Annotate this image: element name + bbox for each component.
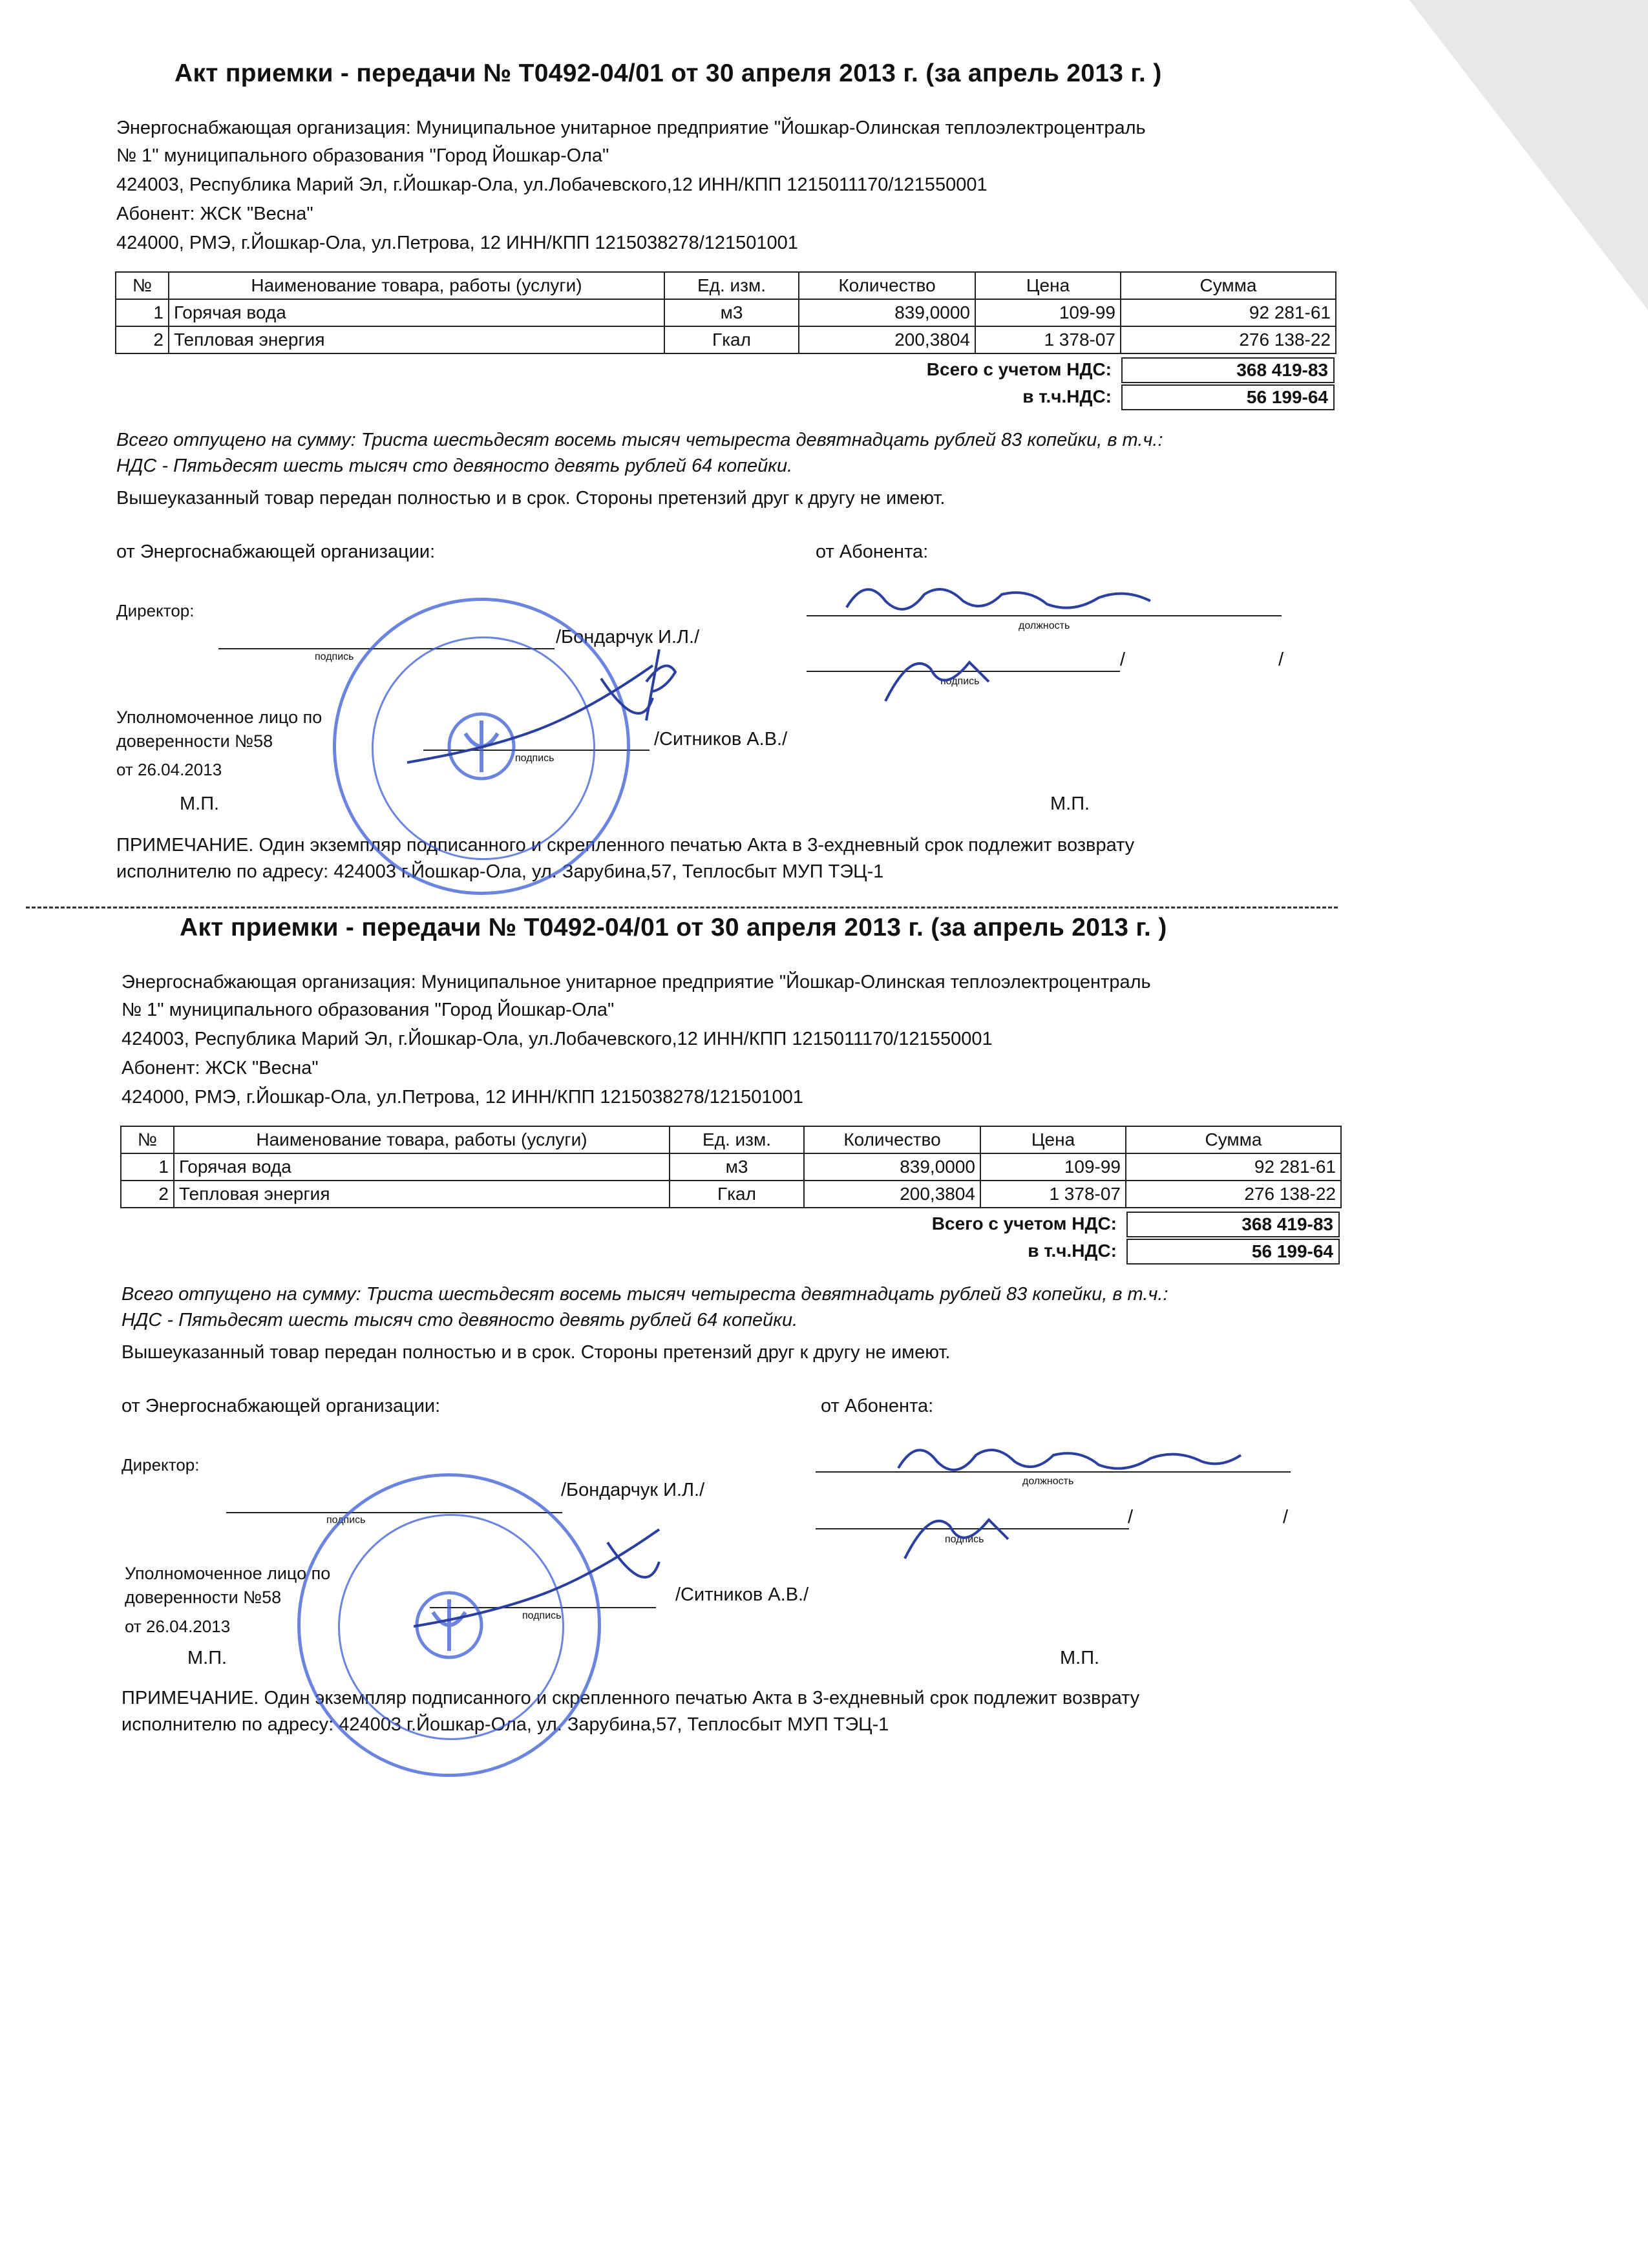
col-header-num: №: [121, 1126, 174, 1153]
cell-price: 1 378-07: [975, 326, 1121, 353]
note-line-2: исполнителю по адресу: 424003 г.Йошкар-Ола, ул. Зарубина,57, Теплосбыт МУП ТЭЦ-1: [116, 861, 884, 882]
authorized-person-line-2: доверенности №58: [116, 731, 273, 751]
subscriber-address: 424000, РМЭ, г.Йошкар-Ола, ул.Петрова, 12 ИНН/КПП 1215038278/121501001: [121, 1087, 803, 1108]
subscriber: Абонент: ЖСК "Весна": [116, 204, 313, 224]
cell-num: 2: [116, 326, 169, 353]
col-header-name: Наименование товара, работы (услуги): [174, 1126, 670, 1153]
authorized-person-line-3: от 26.04.2013: [116, 760, 222, 779]
col-header-qty: Количество: [799, 272, 975, 299]
table-row: [121, 1181, 1341, 1208]
supplier-line-2: № 1" муниципального образования "Город Йошкар-Ола": [121, 1000, 615, 1020]
cell-sum: 92 281-61: [1126, 1153, 1341, 1181]
no-claims-text: Вышеуказанный товар передан полностью и в срок. Стороны претензий друг к другу не имеют.: [116, 488, 945, 509]
col-header-name: Наименование товара, работы (услуги): [169, 272, 664, 299]
subscriber: Абонент: ЖСК "Весна": [121, 1058, 319, 1078]
act-title: Акт приемки - передачи № Т0492-04/01 от 30 апреля 2013 г. (за апрель 2013 г. ): [180, 914, 1167, 941]
director-label: Директор:: [121, 1455, 200, 1475]
director-name: /Бондарчук И.Л./: [556, 627, 700, 647]
amount-in-words-line-1: Всего отпущено на сумму: Триста шестьдесят восемь тысяч четыреста девятнадцать рублей 83 копейки, в т.ч.:: [116, 430, 1163, 450]
cell-qty: 200,3804: [799, 326, 975, 353]
cell-unit: Гкал: [670, 1181, 804, 1208]
authorized-person-line-1: Уполномоченное лицо по: [125, 1564, 331, 1583]
from-supplier-label: от Энергоснабжающей организации:: [121, 1396, 441, 1416]
cell-sum: 92 281-61: [1121, 299, 1336, 326]
signature-caption: подпись: [945, 1534, 984, 1545]
cell-unit: м3: [670, 1153, 804, 1181]
vat-value: 56 199-64: [1126, 1239, 1340, 1265]
position-caption: должность: [1022, 1476, 1074, 1487]
amount-in-words-line-2: НДС - Пятьдесят шесть тысяч сто девяносто девять рублей 64 копейки.: [116, 456, 793, 476]
supplier-line-1: Энергоснабжающая организация: Муниципальное унитарное предприятие "Йошкар-Олинская теплоэлектроцентраль: [121, 972, 1151, 992]
col-header-price: Цена: [975, 272, 1121, 299]
col-header-sum: Сумма: [1126, 1126, 1341, 1153]
subscriber-signature-icon: [872, 636, 1015, 714]
slash-mark-end: /: [1278, 649, 1284, 670]
cell-name: Тепловая энергия: [169, 326, 664, 353]
subscriber-position-signature-icon: [892, 1429, 1254, 1487]
cell-qty: 200,3804: [804, 1181, 980, 1208]
supplier-line-1: Энергоснабжающая организация: Муниципальное унитарное предприятие "Йошкар-Олинская теплоэлектроцентраль: [116, 118, 1146, 138]
director-label: Директор:: [116, 601, 195, 620]
col-header-sum: Сумма: [1121, 272, 1336, 299]
stamp-place-left: М.П.: [187, 1648, 227, 1668]
authorized-person-line-3: от 26.04.2013: [125, 1617, 231, 1636]
cell-name: Горячая вода: [174, 1153, 670, 1181]
cell-sum: 276 138-22: [1126, 1181, 1341, 1208]
cell-price: 109-99: [975, 299, 1121, 326]
authorized-person-line-2: доверенности №58: [125, 1588, 282, 1607]
cell-qty: 839,0000: [799, 299, 975, 326]
act-title: Акт приемки - передачи № Т0492-04/01 от 30 апреля 2013 г. (за апрель 2013 г. ): [174, 59, 1162, 87]
signature-caption: подпись: [515, 753, 555, 764]
no-claims-text: Вышеуказанный товар передан полностью и в срок. Стороны претензий друг к другу не имеют.: [121, 1342, 951, 1363]
cell-qty: 839,0000: [804, 1153, 980, 1181]
col-header-qty: Количество: [804, 1126, 980, 1153]
table-header-row: [121, 1126, 1341, 1153]
table-row: [116, 299, 1336, 326]
total-with-vat-value: 368 419-83: [1121, 357, 1335, 383]
slash-mark-end: /: [1283, 1507, 1289, 1528]
authorized-name: /Ситников А.В./: [675, 1584, 809, 1605]
cell-unit: Гкал: [664, 326, 799, 353]
table-row: [121, 1153, 1341, 1181]
note-line-2: исполнителю по адресу: 424003 г.Йошкар-Ола, ул. Зарубина,57, Теплосбыт МУП ТЭЦ-1: [121, 1714, 889, 1735]
stamp-place-left: М.П.: [180, 793, 220, 814]
cell-name: Тепловая энергия: [174, 1181, 670, 1208]
stamp-place-right: М.П.: [1050, 793, 1090, 814]
authorized-person-line-1: Уполномоченное лицо по: [116, 708, 322, 727]
vat-label: в т.ч.НДС:: [1022, 386, 1112, 406]
vat-label: в т.ч.НДС:: [1028, 1241, 1117, 1261]
from-subscriber-label: от Абонента:: [821, 1396, 934, 1416]
vat-value: 56 199-64: [1121, 384, 1335, 410]
cell-unit: м3: [664, 299, 799, 326]
signature-caption: подпись: [326, 1515, 366, 1526]
authorized-signature-icon: [407, 653, 679, 782]
authorized-signature-icon: [414, 1510, 685, 1639]
col-header-num: №: [116, 272, 169, 299]
subscriber-signature-icon: [892, 1494, 1034, 1571]
slash-mark: /: [1120, 649, 1126, 670]
authorized-name: /Ситников А.В./: [654, 729, 788, 750]
note-line-1: ПРИМЕЧАНИЕ. Один экземпляр подписанного и скрепленного печатью Акта в 3-ехдневный срок подлежит возврату: [121, 1688, 1140, 1708]
subscriber-address: 424000, РМЭ, г.Йошкар-Ола, ул.Петрова, 12 ИНН/КПП 1215038278/121501001: [116, 233, 798, 253]
from-supplier-label: от Энергоснабжающей организации:: [116, 541, 436, 562]
cell-name: Горячая вода: [169, 299, 664, 326]
act-copy-2: [0, 854, 1648, 1759]
cell-price: 109-99: [980, 1153, 1126, 1181]
signature-caption: подпись: [315, 651, 354, 662]
signature-caption: подпись: [940, 676, 980, 687]
items-table: [120, 1126, 1342, 1208]
position-caption: должность: [1019, 620, 1070, 631]
stamp-place-right: М.П.: [1060, 1648, 1100, 1668]
act-copy-1: [0, 0, 1648, 905]
cell-num: 2: [121, 1181, 174, 1208]
amount-in-words-line-1: Всего отпущено на сумму: Триста шестьдесят восемь тысяч четыреста девятнадцать рублей 83 копейки, в т.ч.:: [121, 1284, 1168, 1305]
table-header-row: [116, 272, 1336, 299]
total-with-vat-label: Всего с учетом НДС:: [926, 359, 1112, 379]
cell-num: 1: [121, 1153, 174, 1181]
col-header-price: Цена: [980, 1126, 1126, 1153]
supplier-line-2: № 1" муниципального образования "Город Йошкар-Ола": [116, 145, 609, 166]
items-table: [115, 271, 1336, 354]
table-row: [116, 326, 1336, 353]
col-header-unit: Ед. изм.: [664, 272, 799, 299]
from-subscriber-label: от Абонента:: [816, 541, 929, 562]
director-name: /Бондарчук И.Л./: [561, 1480, 705, 1500]
note-line-1: ПРИМЕЧАНИЕ. Один экземпляр подписанного и скрепленного печатью Акта в 3-ехдневный срок подлежит возврату: [116, 835, 1135, 856]
cell-num: 1: [116, 299, 169, 326]
total-with-vat-value: 368 419-83: [1126, 1212, 1340, 1237]
col-header-unit: Ед. изм.: [670, 1126, 804, 1153]
amount-in-words-line-2: НДС - Пятьдесят шесть тысяч сто девяносто девять рублей 64 копейки.: [121, 1310, 798, 1330]
total-with-vat-label: Всего с учетом НДС:: [931, 1213, 1117, 1234]
slash-mark: /: [1128, 1507, 1134, 1528]
signature-caption: подпись: [522, 1610, 562, 1621]
supplier-address: 424003, Республика Марий Эл, г.Йошкар-Ола, ул.Лобачевского,12 ИНН/КПП 1215011170/121550001: [121, 1029, 993, 1049]
supplier-address: 424003, Республика Марий Эл, г.Йошкар-Ола, ул.Лобачевского,12 ИНН/КПП 1215011170/121550001: [116, 174, 988, 195]
cell-price: 1 378-07: [980, 1181, 1126, 1208]
cell-sum: 276 138-22: [1121, 326, 1336, 353]
subscriber-position-signature-icon: [840, 569, 1176, 627]
